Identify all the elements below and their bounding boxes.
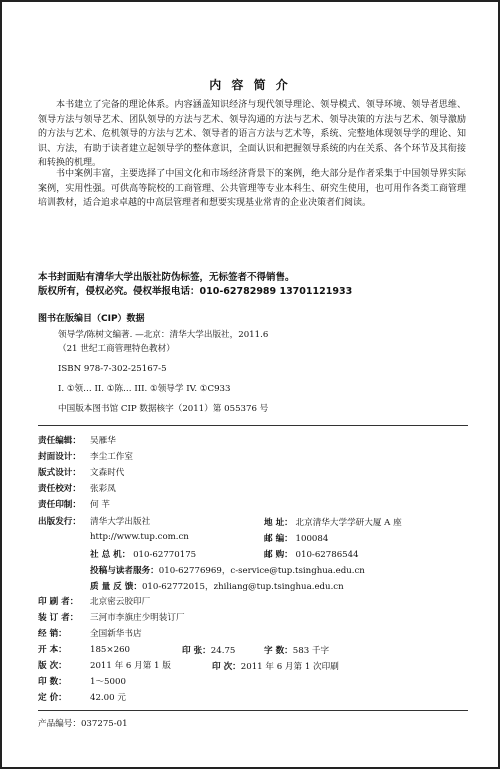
notice-line-2: 版权所有，侵权必究。侵权举报电话：010-62782989 13701121933 [38, 286, 353, 297]
publisher-address: 地 址： 北京清华大学学研大厦 A 座 [264, 518, 402, 528]
cip-line: 领导学/陈树文编著. —北京：清华大学出版社，2011.6 [58, 330, 269, 340]
price-row: 定 价： 42.00 元 [38, 693, 126, 703]
publisher-row: 出版发行： 清华大学出版社 [38, 517, 151, 527]
printer-row: 印 刷 者： 北京密云胶印厂 [38, 597, 151, 607]
credit-print: 责任印制： 何 芊 [38, 500, 110, 510]
cip-isbn: ISBN 978-7-302-25167-5 [58, 364, 167, 374]
credit-proof: 责任校对： 张彩凤 [38, 484, 116, 494]
summary-paragraph-1: 本书建立了完备的理论体系。内容涵盖知识经济与现代领导理论、领导模式、领导环境、领导者思维、领导方法与领导艺术、团队领导的方法与艺术、领导沟通的方法与艺术、领导决策的方法与艺术、领导激励的方法与艺术、危机领导的方法与艺术、领导者的语言方法与艺术等，系统、完整地体现领导学的理论、知识、方法，有助于读者建立起领导学的整体意识，全面认识和把握领导系统的内在关系、各个环节及其衔接和转换的机理。 [38, 100, 466, 169]
summary-paragraph-2: 书中案例丰富，主要选择了中国文化和市场经济背景下的案例，绝大部分是作者采集于中国领导界实际案例，实用性强。可供高等院校的工商管理、公共管理等专业本科生、研究生使用，也可用作各类工商管理培训教材，适合追求卓越的中高层管理者和想要实现基业常青的企业决策者们阅读。 [38, 169, 466, 209]
credit-cover: 封面设计： 李尘工作室 [38, 452, 133, 462]
cip-record-number: 中国版本图书馆 CIP 数据核字（2011）第 055376 号 [58, 404, 269, 414]
cip-classification: I. ①领… II. ①陈… III. ①领导学 IV. ①C933 [58, 384, 231, 394]
publisher-switchboard: 社 总 机： 010-62770175 [90, 550, 197, 560]
page-title: 内 容 简 介 [209, 78, 291, 92]
notice-line-1: 本书封面贴有清华大学出版社防伪标签，无标签者不得销售。 [38, 272, 295, 283]
divider [38, 710, 468, 711]
credit-editor: 责任编辑： 吴雁华 [38, 436, 116, 446]
sheets: 印 张：24.75 [182, 646, 236, 656]
product-number: 产品编号：037275-01 [38, 719, 128, 729]
word-count: 字 数：583 千字 [264, 646, 330, 656]
edition-row: 版 次： 2011 年 6 月第 1 版 [38, 661, 171, 671]
credit-layout: 版式设计： 文森时代 [38, 468, 125, 478]
publisher-mail-order: 邮 购： 010-62786544 [264, 550, 359, 560]
publisher-quality-feedback: 质 量 反 馈：010-62772015，zhiliang@tup.tsinghua.edu.cn [90, 582, 344, 592]
anti-piracy-notice [38, 271, 468, 299]
publisher-website: http://www.tup.com.cn [90, 532, 189, 542]
format-row: 开 本： 185×260 [38, 645, 131, 655]
divider [38, 425, 468, 426]
binder-row: 装 订 者： 三河市李旗庄少明装订厂 [38, 613, 185, 623]
impression: 印 次：2011 年 6 月第 1 次印刷 [212, 662, 339, 672]
print-run-row: 印 数： 1～5000 [38, 677, 126, 687]
cip-line: （21 世纪工商管理特色教材） [58, 344, 175, 354]
distributor-row: 经 销： 全国新华书店 [38, 629, 142, 639]
cip-heading: 图书在版编目（CIP）数据 [38, 314, 145, 324]
publisher-zip: 邮 编： 100084 [264, 534, 329, 544]
publisher-reader-service: 投稿与读者服务：010-62776969，c-service@tup.tsinghua.edu.cn [90, 566, 365, 576]
